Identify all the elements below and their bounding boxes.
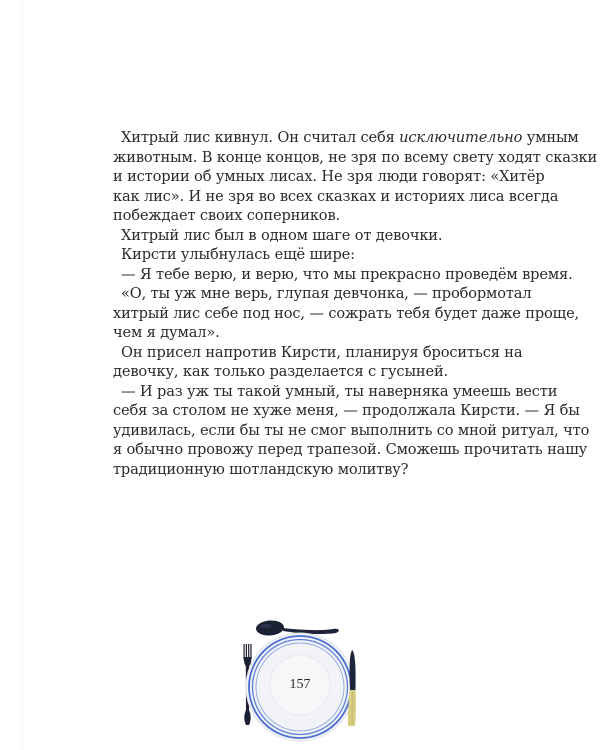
text-line: Хитрый лис кивнул. Он считал себя исключительно умным: [121, 129, 579, 146]
text-line: Хитрый лис был в одном шаге от девочки.: [121, 226, 443, 244]
text-line: как лис». И не зря во всех сказках и историях лиса всегда: [113, 187, 559, 205]
table-setting-illustration: [225, 605, 385, 745]
page-number: 157: [289, 677, 311, 692]
text-line: — Я тебе верю, и верю, что мы прекрасно проведём время.: [121, 265, 573, 283]
text-line: и истории об умных лисах. Не зря люди говорят: «Хитёр: [113, 168, 545, 185]
text-line: себя за столом не хуже меня, — продолжала Кирсти. — Я бы: [113, 402, 580, 419]
text-line: удивилась, если бы ты не смог выполнить со мной ритуал, что: [113, 421, 590, 439]
text-line: — И раз уж ты такой умный, ты наверняка умеешь вести: [121, 382, 558, 400]
text-line: традиционную шотландскую молитву?: [113, 460, 409, 478]
body-text: [113, 128, 598, 479]
text-line: чем я думал».: [113, 324, 220, 341]
text-line: Он присел напротив Кирсти, планируя броситься на: [121, 343, 523, 361]
text-line: животным. В конце концов, не зря по всему свету ходят сказки: [113, 148, 598, 166]
emphasis: исключительно: [399, 129, 523, 146]
text-line: Кирсти улыбнулась ещё шире:: [121, 246, 355, 263]
text-line: я обычно провожу перед трапезой. Сможешь прочитать нашу: [113, 441, 588, 458]
page-edge: [22, 0, 23, 750]
text-line: «О, ты уж мне верь, глупая девчонка, — пробормотал: [121, 285, 532, 302]
text-line: хитрый лис себе под нос, — сожрать тебя будет даже проще,: [113, 304, 580, 322]
text-line: девочку, как только разделается с гусыней.: [113, 363, 449, 380]
text-line: побеждает своих соперников.: [113, 207, 340, 224]
